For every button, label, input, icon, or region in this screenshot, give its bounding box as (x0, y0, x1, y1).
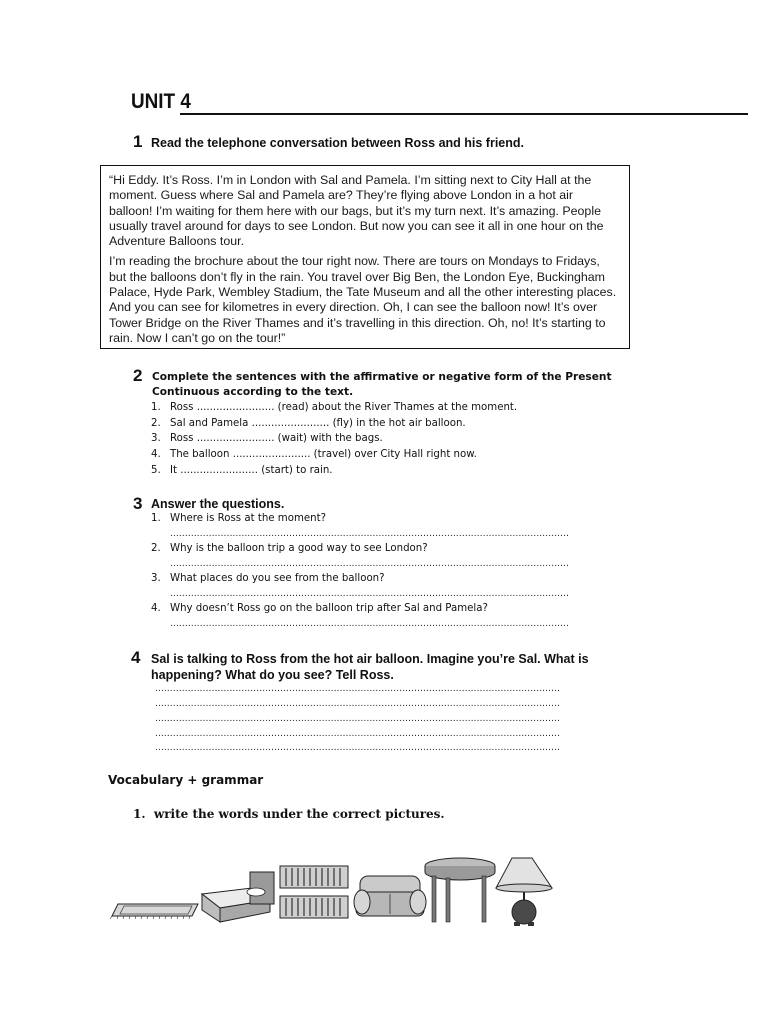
bed-picture (202, 872, 274, 922)
instruction-text: write the words under the correct pictures. (153, 807, 445, 821)
instruction-number: 1. (133, 807, 146, 821)
passage-paragraph-1: “Hi Eddy. It’s Ross. I’m in London with Sal and Pamela. I’m sitting next to City Hall at the moment. Guess where Sal and Pamela are? They’re flying above London in a hot air balloon! I’m waiting for them here with our bags, but it’s my turn next. It’s amazing. People usually travel around for days to see London. But now you can see it all in one hour on the Adventure Balloons tour. (109, 173, 604, 249)
exercise-2-item (151, 465, 333, 476)
title-rule (180, 113, 748, 115)
table-picture (425, 858, 495, 922)
exercise-3-question (151, 603, 488, 614)
item-number: 2. (151, 418, 161, 429)
exercise-2-item (151, 433, 383, 444)
vocabulary-instruction (133, 807, 445, 821)
exercise-3-question (151, 543, 428, 554)
item-number: 1. (151, 402, 161, 413)
exercise-4-instruction: Sal is talking to Ross from the hot air balloon. Imagine you’re Sal. What is happening? What do you see? Tell Ross. (151, 652, 589, 682)
exercise-3-instruction: Answer the questions. (151, 497, 285, 511)
exercise-2-item (151, 418, 466, 429)
item-text: Ross ........................ (read) about the River Thames at the moment. (170, 402, 518, 413)
unit-title: UNIT 4 (131, 90, 191, 113)
exercise-3-question (151, 513, 326, 524)
answer-line[interactable]: ...................................................................................................................................... (170, 618, 570, 629)
question-text: What places do you see from the balloon? (170, 573, 385, 584)
item-number: 3. (151, 433, 161, 444)
conversation-passage (100, 165, 630, 349)
answer-line[interactable]: ........................................................................................................................................ (155, 698, 561, 709)
question-text: Why is the balloon trip a good way to see London? (170, 543, 428, 554)
item-text: The balloon ........................ (travel) over City Hall right now. (170, 449, 477, 460)
rug-picture (110, 904, 198, 919)
sofa-picture (354, 876, 426, 916)
answer-line[interactable]: ........................................................................................................................................ (155, 742, 561, 753)
question-number: 2. (151, 543, 161, 554)
exercise-1-number: 1 (133, 132, 143, 151)
answer-line[interactable]: ........................................................................................................................................ (155, 683, 561, 694)
exercise-3-number: 3 (133, 494, 143, 513)
question-text: Why doesn’t Ross go on the balloon trip after Sal and Pamela? (170, 603, 488, 614)
bookshelves-picture (280, 866, 348, 918)
furniture-pictures (110, 852, 580, 930)
exercise-4-number: 4 (131, 648, 141, 667)
answer-line[interactable]: ...................................................................................................................................... (170, 528, 570, 539)
exercise-2-instruction: Complete the sentences with the affirmative or negative form of the Present Continuous according to the text. (152, 371, 612, 398)
item-text: It ........................ (start) to rain. (170, 465, 333, 476)
item-text: Sal and Pamela ........................ (fly) in the hot air balloon. (170, 418, 466, 429)
question-number: 4. (151, 603, 161, 614)
answer-line[interactable]: ........................................................................................................................................ (155, 713, 561, 724)
vocabulary-heading: Vocabulary + grammar (108, 773, 264, 787)
exercise-3-question (151, 573, 385, 584)
question-number: 1. (151, 513, 161, 524)
passage-paragraph-2: I’m reading the brochure about the tour right now. There are tours on Mondays to Fridays, but the balloons don’t fly in the rain. You travel over Big Ben, the London Eye, Buckingham Palace, Hyde Park, Wembley Stadium, the Tate Museum and all the other interesting places. And you can see for kilometres in every direction. Oh, I can see the balloon now! It’s over Tower Bridge on the River Thames and it’s travelling in this direction. Oh, no! It’s starting to rain. Now I can’t go on the tour!” (109, 254, 617, 345)
exercise-2-number: 2 (133, 366, 143, 385)
question-text: Where is Ross at the moment? (170, 513, 326, 524)
exercise-1-instruction: Read the telephone conversation between Ross and his friend. (151, 136, 524, 150)
question-number: 3. (151, 573, 161, 584)
lamp-picture (496, 858, 552, 926)
exercise-2-item (151, 402, 517, 413)
item-text: Ross ........................ (wait) with the bags. (170, 433, 383, 444)
item-number: 4. (151, 449, 161, 460)
answer-line[interactable]: ........................................................................................................................................ (155, 728, 561, 739)
exercise-2-item (151, 449, 477, 460)
item-number: 5. (151, 465, 161, 476)
answer-line[interactable]: ...................................................................................................................................... (170, 588, 570, 599)
answer-line[interactable]: ...................................................................................................................................... (170, 558, 570, 569)
